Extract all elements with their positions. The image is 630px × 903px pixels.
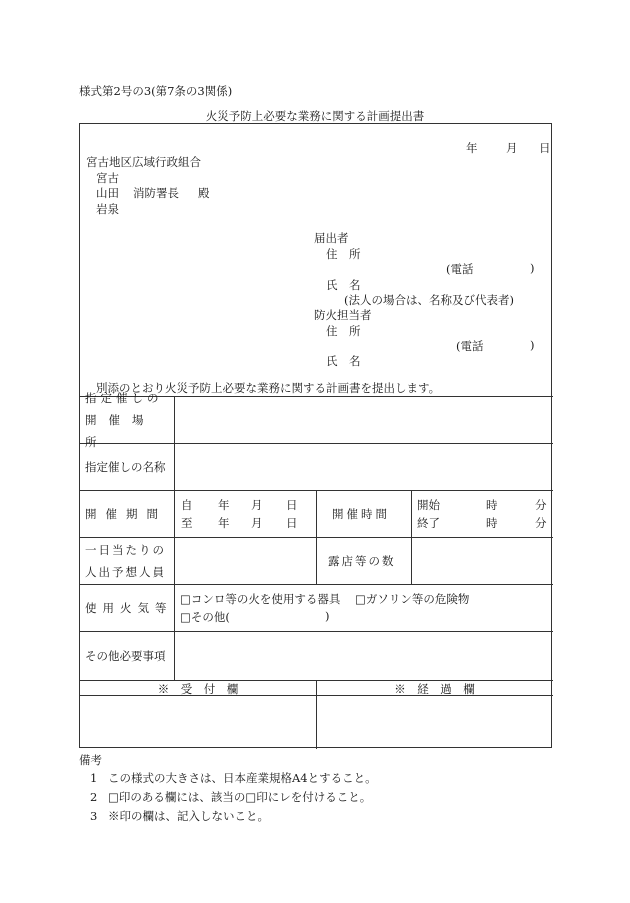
date-day: 日 bbox=[539, 141, 551, 155]
time-start-hour: 時 bbox=[486, 498, 498, 512]
period-to: 至 bbox=[181, 516, 193, 530]
event-name-label-text: 指定催しの名称 bbox=[85, 459, 166, 474]
addressee-title: 消防署長 bbox=[133, 186, 179, 200]
note-item bbox=[90, 789, 371, 805]
fire-officer-address-label: 住 所 bbox=[326, 324, 361, 338]
venue-label-line1: 指定催しの bbox=[85, 390, 163, 405]
period-label-text: 開催期間 bbox=[85, 506, 167, 521]
addressee-honorific: 殿 bbox=[198, 186, 210, 200]
receipt-header: ※ 受 付 欄 bbox=[157, 682, 239, 696]
event-name-label bbox=[80, 443, 174, 490]
period-from-month: 月 bbox=[251, 498, 263, 512]
addressee-org: 宮古地区広域行政組合 bbox=[86, 155, 201, 169]
stalls-label: 露店等の数 bbox=[328, 554, 396, 568]
document-title: 火災予防上必要な業務に関する計画提出書 bbox=[205, 109, 425, 123]
period-to-year: 年 bbox=[218, 516, 230, 530]
option-other-checkbox[interactable]: □その他( bbox=[180, 610, 230, 624]
time-start: 開始 bbox=[417, 498, 440, 512]
addressee-line1: 宮古 bbox=[96, 171, 119, 185]
attendance-label-line2: 人出予想人員 bbox=[85, 564, 166, 579]
form-table bbox=[79, 123, 552, 748]
period-from-year: 年 bbox=[218, 498, 230, 512]
date-month: 月 bbox=[506, 141, 518, 155]
note-text: □印のある欄には、該当の□印にレを付けること。 bbox=[108, 790, 372, 804]
attendance-label bbox=[80, 537, 174, 584]
column-divider bbox=[316, 490, 317, 584]
attendance-label-line1: 一日当たりの bbox=[85, 542, 166, 557]
period-label bbox=[80, 490, 174, 537]
period-from-day: 日 bbox=[286, 498, 298, 512]
submitter-phone-close: ) bbox=[530, 261, 535, 275]
notes-title: 備考 bbox=[79, 753, 102, 767]
fire-officer-phone-open: (電話 bbox=[456, 339, 484, 353]
addressee-line2a: 山田 bbox=[96, 186, 119, 200]
submitter-corp-note: (法人の場合は、名称及び代表者) bbox=[344, 293, 514, 307]
note-text: この様式の大きさは、日本産業規格A4とすること。 bbox=[108, 771, 377, 785]
time-end: 終了 bbox=[417, 516, 440, 530]
note-number: 3 bbox=[90, 809, 98, 823]
fire-officer-name-label: 氏 名 bbox=[326, 354, 361, 368]
note-item bbox=[90, 770, 377, 786]
other-label bbox=[80, 631, 174, 680]
venue-label bbox=[80, 390, 174, 449]
venue-label-line2: 開催場所 bbox=[85, 412, 156, 449]
submitter-address-label: 住 所 bbox=[326, 247, 361, 261]
fire-officer-phone-close: ) bbox=[530, 338, 535, 352]
addressee-line3: 岩泉 bbox=[96, 202, 119, 216]
note-number: 2 bbox=[90, 790, 98, 804]
submitter-phone-open: (電話 bbox=[446, 262, 474, 276]
period-from: 自 bbox=[181, 498, 193, 512]
time-end-hour: 時 bbox=[486, 516, 498, 530]
form-number: 様式第2号の3(第7条の3関係) bbox=[79, 84, 233, 98]
other-label-text: その他必要事項 bbox=[85, 648, 166, 663]
option-gasoline-checkbox[interactable]: □ガソリン等の危険物 bbox=[355, 592, 470, 606]
progress-header: ※ 経 過 欄 bbox=[394, 682, 475, 696]
time-start-minute: 分 bbox=[535, 498, 547, 512]
date-year: 年 bbox=[466, 141, 478, 155]
fire-officer-heading: 防火担当者 bbox=[314, 308, 372, 322]
period-to-day: 日 bbox=[286, 516, 298, 530]
column-divider bbox=[174, 396, 175, 680]
note-number: 1 bbox=[90, 771, 98, 785]
fire-use-label bbox=[80, 584, 174, 631]
submitter-name-label: 氏 名 bbox=[326, 278, 361, 292]
time-end-minute: 分 bbox=[535, 516, 547, 530]
option-stove-checkbox[interactable]: □コンロ等の火を使用する器具 bbox=[180, 592, 341, 606]
statement-text: 別添のとおり火災予防上必要な業務に関する計画書を提出します。 bbox=[96, 381, 441, 395]
note-item bbox=[90, 808, 269, 824]
option-other-close: ) bbox=[325, 609, 330, 623]
time-label: 開催時間 bbox=[332, 507, 390, 521]
fire-use-label-text: 使用火気等 bbox=[85, 600, 173, 615]
period-to-month: 月 bbox=[251, 516, 263, 530]
column-divider bbox=[411, 490, 412, 584]
note-text: ※印の欄は、記入しないこと。 bbox=[108, 809, 269, 823]
submitter-heading: 届出者 bbox=[314, 231, 349, 245]
